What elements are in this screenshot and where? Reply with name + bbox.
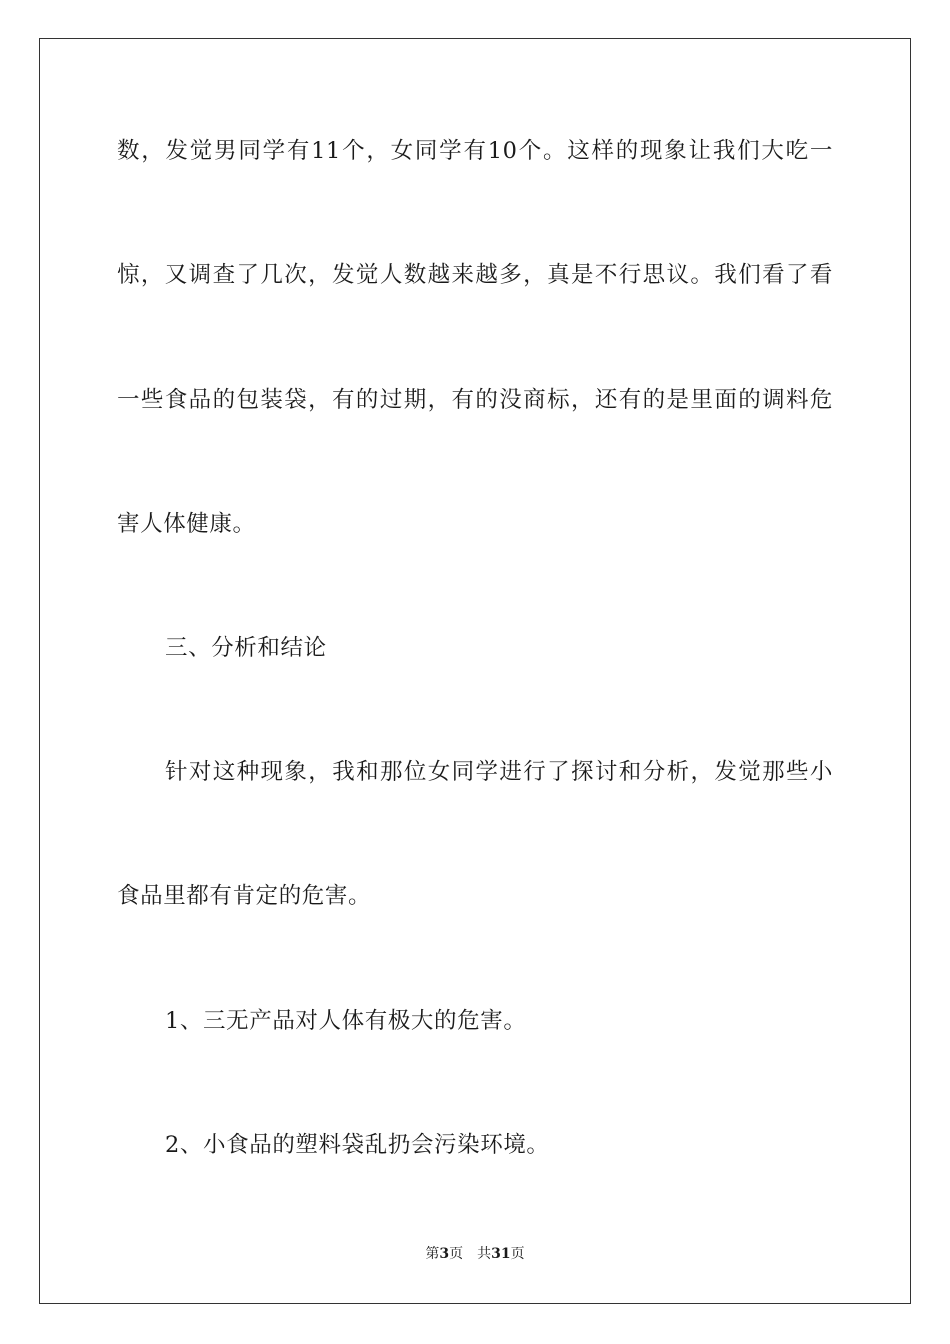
text-line-2: 惊，又调查了几次，发觉人数越来越多，真是不行思议。我们看了看 [117,262,833,288]
text-line-3: 一些食品的包装袋，有的过期，有的没商标，还有的是里面的调料危 [117,387,833,413]
total-prefix: 共 [477,1246,492,1262]
text-line-4: 害人体健康。 [117,511,256,537]
page-footer [0,1245,950,1263]
text-line-1: 数，发觉男同学有11个，女同学有10个。这样的现象让我们大吃一 [117,138,833,164]
page-unit: 页 [449,1246,464,1262]
section-heading: 三、分析和结论 [165,635,327,661]
list-item-2: 2、小食品的塑料袋乱扔会污染环境。 [165,1132,550,1158]
list-item-1: 1、三无产品对人体有极大的危害。 [165,1008,527,1034]
page-number: 3 [439,1246,450,1262]
total-pages: 31 [491,1246,511,1262]
page-border [39,38,911,1304]
page-prefix: 第 [425,1246,440,1262]
text-line-6: 针对这种现象，我和那位女同学进行了探讨和分析，发觉那些小 [165,759,833,785]
total-unit: 页 [510,1246,525,1262]
text-line-7: 食品里都有肯定的危害。 [117,883,372,909]
